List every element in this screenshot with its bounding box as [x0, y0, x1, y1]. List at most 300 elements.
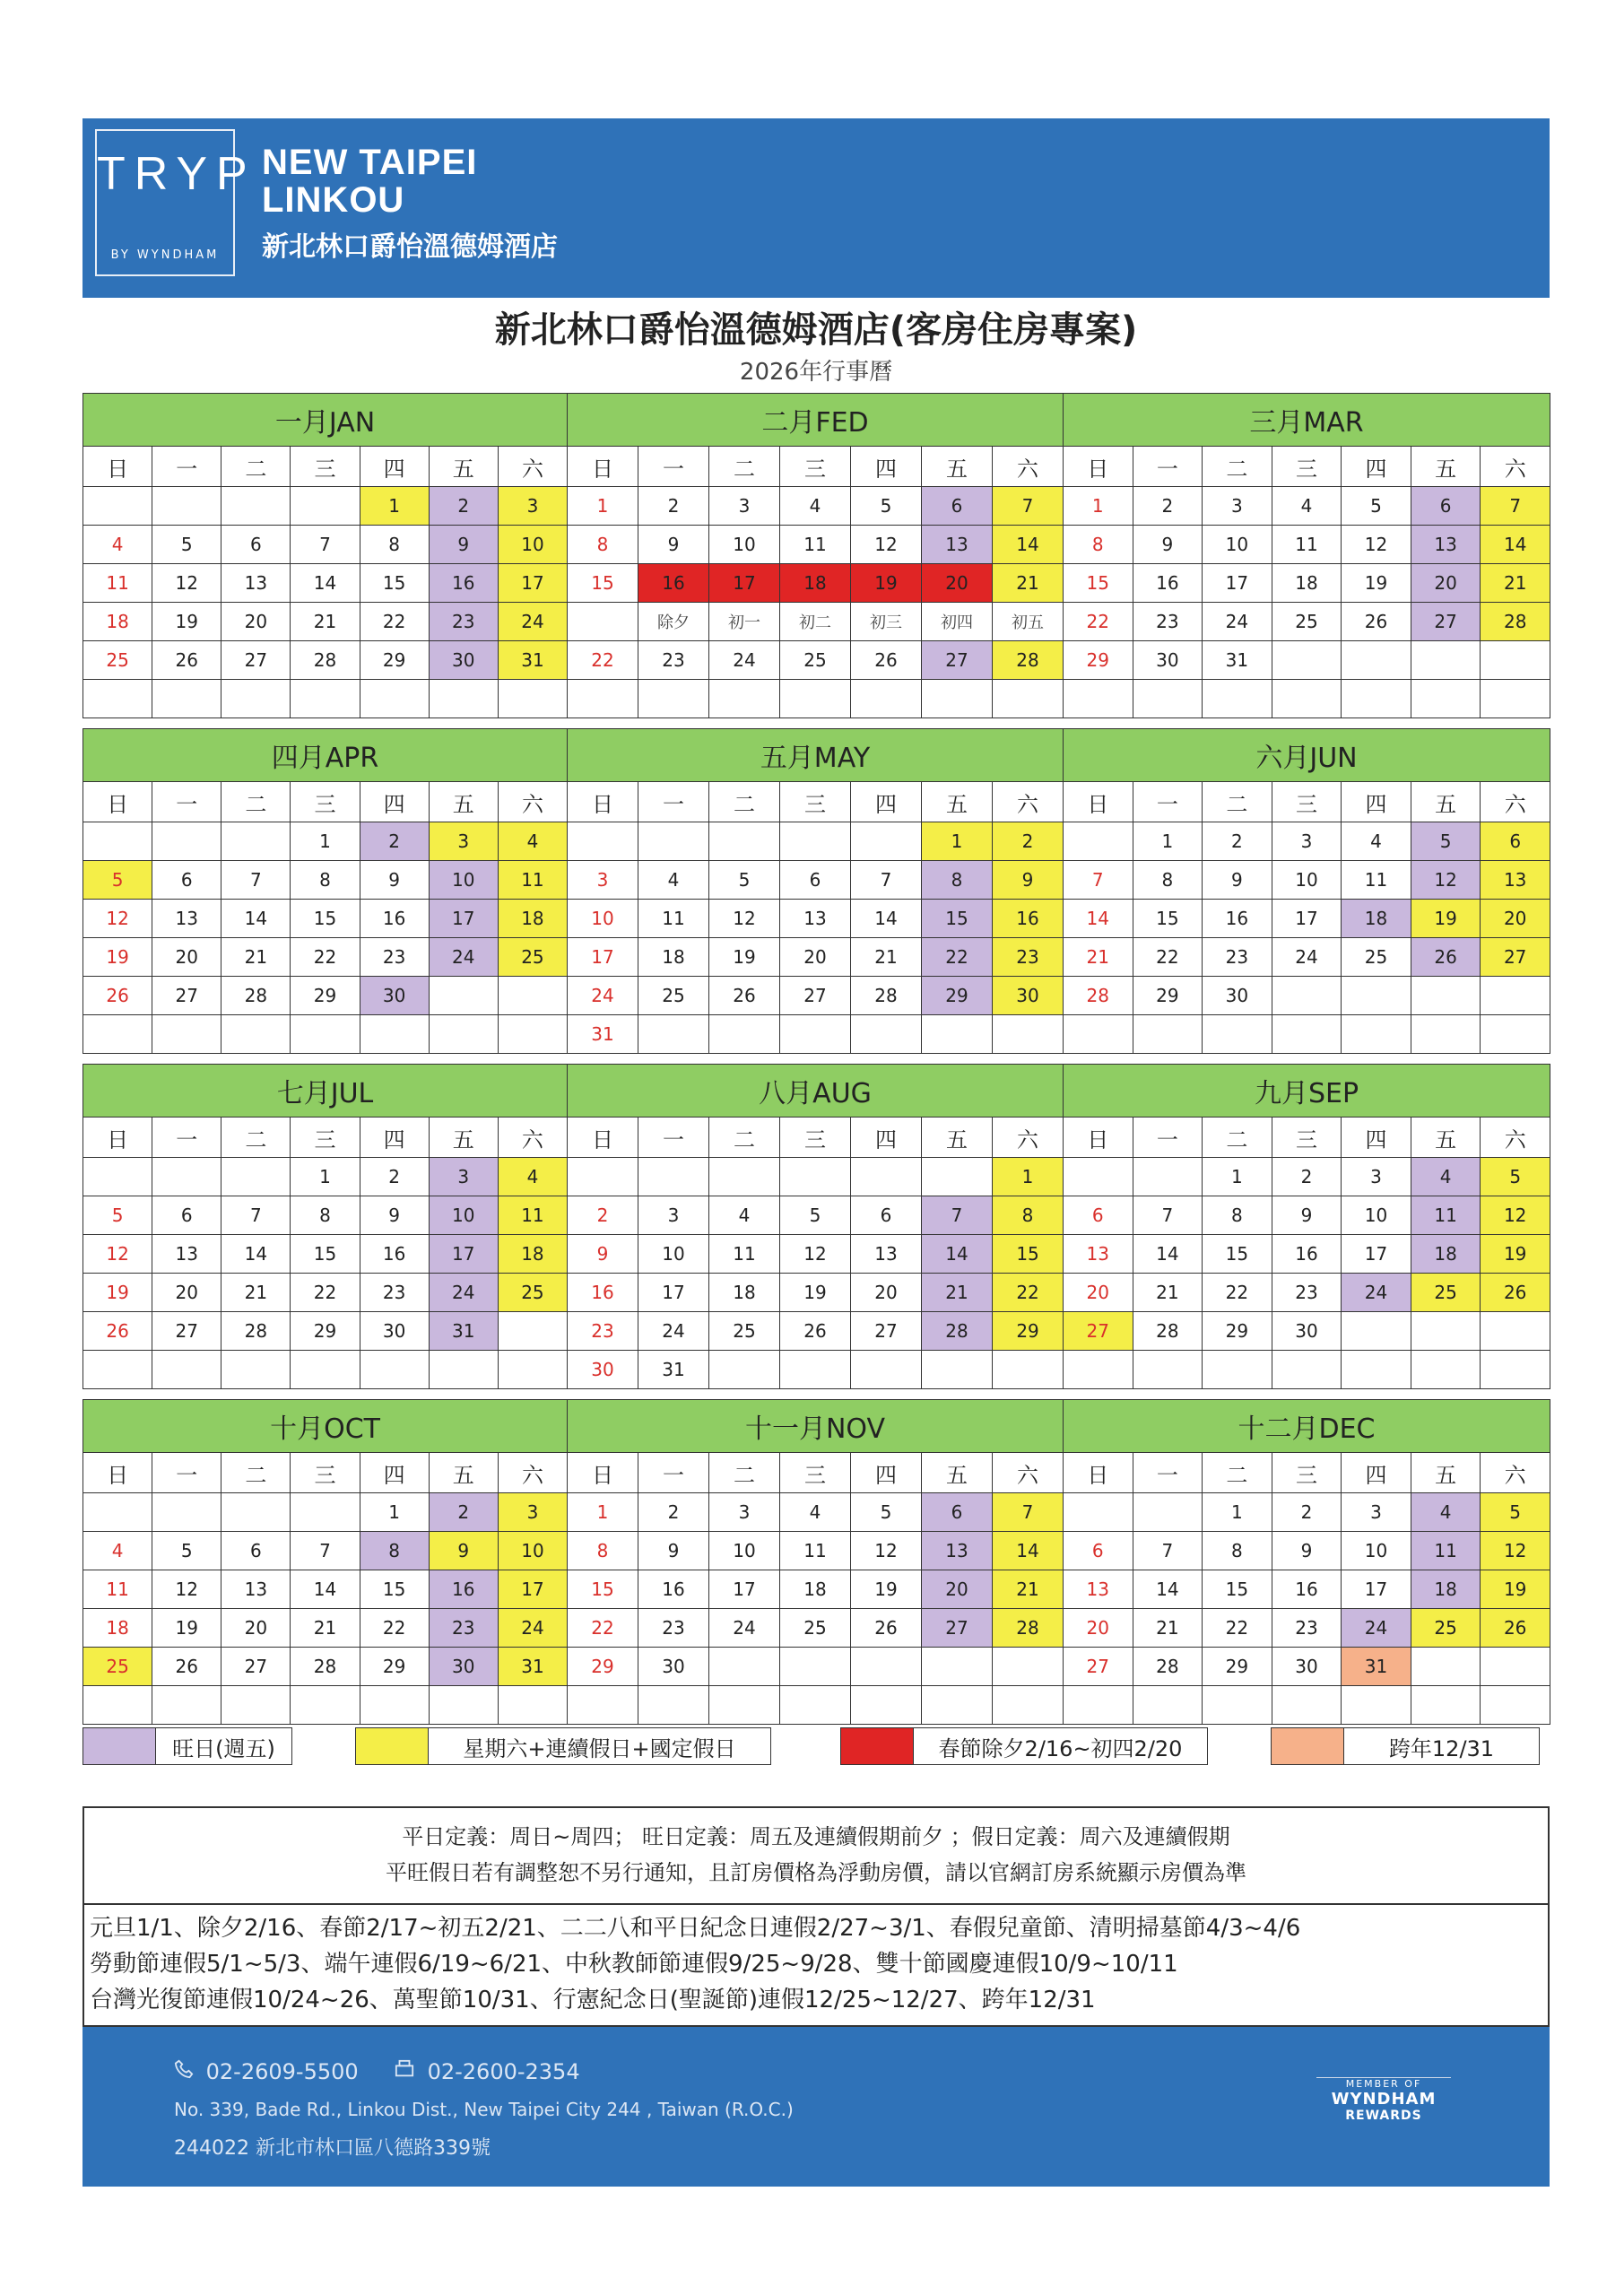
day-cell: 9 — [429, 1532, 498, 1570]
empty-cell — [1342, 641, 1411, 680]
weekday-header: 日 — [1064, 1118, 1133, 1158]
day-cell: 11 — [83, 1570, 152, 1609]
day-cell: 23 — [638, 1609, 709, 1648]
empty-cell — [360, 1351, 429, 1389]
day-cell: 19 — [152, 1609, 221, 1648]
day-cell: 22 — [1203, 1274, 1272, 1312]
address-en: No. 339, Bade Rd., Linkou Dist., New Taipei City 244 , Taiwan (R.O.C.) — [174, 2099, 794, 2120]
empty-cell — [221, 1015, 291, 1054]
empty-cell — [83, 1015, 152, 1054]
day-cell: 7 — [922, 1196, 993, 1235]
empty-cell — [429, 1015, 498, 1054]
day-cell: 5 — [152, 526, 221, 564]
day-cell: 23 — [1272, 1274, 1342, 1312]
day-cell: 4 — [709, 1196, 780, 1235]
weekday-header: 一 — [638, 782, 709, 822]
weekday-header: 二 — [221, 1453, 291, 1493]
holiday-line: 勞動節連假5/1~5/3、端午連假6/19~6/21、中秋教師節連假9/25~9/28、雙十節國慶連假10/9~10/11 — [90, 1951, 1178, 1978]
day-cell: 18 — [638, 938, 709, 977]
day-cell: 12 — [152, 564, 221, 603]
day-cell: 5 — [1411, 822, 1481, 861]
day-cell: 18 — [1342, 900, 1411, 938]
weekday-header: 四 — [851, 782, 922, 822]
weekday-header: 四 — [851, 1453, 922, 1493]
day-cell: 11 — [498, 861, 567, 900]
day-cell: 3 — [1203, 487, 1272, 526]
empty-cell — [291, 1493, 360, 1532]
lunar-label: 除夕 — [638, 603, 709, 641]
day-cell: 5 — [83, 861, 152, 900]
month-calendar — [567, 1064, 1064, 1389]
day-cell: 15 — [1203, 1570, 1272, 1609]
empty-cell — [922, 1648, 993, 1686]
day-cell: 15 — [922, 900, 993, 938]
day-cell: 11 — [1342, 861, 1411, 900]
weekday-header: 日 — [1064, 447, 1133, 487]
day-cell: 24 — [709, 641, 780, 680]
day-cell: 3 — [638, 1196, 709, 1235]
weekday-header: 三 — [291, 447, 360, 487]
empty-cell — [83, 680, 152, 718]
day-cell: 21 — [993, 564, 1064, 603]
day-cell: 23 — [1203, 938, 1272, 977]
logo-main: TRYP — [97, 148, 256, 200]
day-cell: 8 — [360, 526, 429, 564]
day-cell: 24 — [568, 977, 638, 1015]
empty-cell — [922, 1015, 993, 1054]
day-cell: 7 — [221, 861, 291, 900]
empty-cell — [780, 1648, 851, 1686]
empty-cell — [1064, 680, 1133, 718]
day-cell: 26 — [152, 641, 221, 680]
day-cell: 22 — [922, 938, 993, 977]
empty-cell — [1064, 1351, 1133, 1389]
day-cell: 13 — [1064, 1235, 1133, 1274]
day-cell: 10 — [498, 526, 567, 564]
day-cell: 26 — [152, 1648, 221, 1686]
empty-cell — [498, 1312, 567, 1351]
day-cell: 18 — [1411, 1570, 1481, 1609]
empty-cell — [851, 1648, 922, 1686]
day-cell: 25 — [780, 641, 851, 680]
weekday-header: 六 — [993, 1118, 1064, 1158]
weekday-header: 日 — [568, 1118, 638, 1158]
day-cell: 11 — [709, 1235, 780, 1274]
empty-cell — [152, 1158, 221, 1196]
day-cell: 12 — [1411, 861, 1481, 900]
weekday-header: 六 — [993, 782, 1064, 822]
hotel-name-zh: 新北林口爵怡溫德姆酒店 — [262, 231, 558, 263]
day-cell: 18 — [498, 1235, 567, 1274]
weekday-header: 六 — [1481, 447, 1550, 487]
weekday-header: 五 — [1411, 782, 1481, 822]
day-cell: 1 — [568, 487, 638, 526]
weekday-header: 一 — [152, 1118, 221, 1158]
day-cell: 4 — [498, 822, 567, 861]
empty-cell — [1411, 977, 1481, 1015]
day-cell: 23 — [429, 1609, 498, 1648]
day-cell: 3 — [1272, 822, 1342, 861]
definition-line: 平日定義：周日~周四； 旺日定義：周五及連續假期前夕 ；假日定義：周六及連續假期 — [402, 1824, 1230, 1849]
day-cell: 14 — [291, 564, 360, 603]
day-cell: 20 — [152, 938, 221, 977]
empty-cell — [221, 1686, 291, 1725]
day-cell: 14 — [1064, 900, 1133, 938]
day-cell: 28 — [993, 1609, 1064, 1648]
weekday-header: 六 — [498, 1118, 567, 1158]
day-cell: 1 — [993, 1158, 1064, 1196]
day-cell: 7 — [993, 487, 1064, 526]
empty-cell — [851, 1351, 922, 1389]
day-cell: 2 — [1133, 487, 1203, 526]
day-cell: 30 — [1272, 1648, 1342, 1686]
weekday-header: 日 — [83, 1453, 152, 1493]
day-cell: 1 — [922, 822, 993, 861]
day-cell: 16 — [993, 900, 1064, 938]
day-cell: 20 — [1064, 1609, 1133, 1648]
day-cell: 19 — [83, 1274, 152, 1312]
day-cell: 7 — [221, 1196, 291, 1235]
day-cell: 29 — [1133, 977, 1203, 1015]
day-cell: 28 — [1133, 1312, 1203, 1351]
day-cell: 4 — [83, 1532, 152, 1570]
weekday-header: 二 — [709, 1118, 780, 1158]
legend-swatch — [1272, 1728, 1344, 1764]
legend-item — [355, 1727, 771, 1765]
month-calendar — [1063, 393, 1550, 718]
month-header: 五月MAY — [568, 729, 1064, 782]
empty-cell — [83, 1686, 152, 1725]
day-cell: 16 — [429, 1570, 498, 1609]
lunar-label: 初五 — [993, 603, 1064, 641]
weekday-header: 四 — [1342, 1453, 1411, 1493]
day-cell: 1 — [1203, 1493, 1272, 1532]
weekday-header: 五 — [1411, 1118, 1481, 1158]
empty-cell — [83, 1493, 152, 1532]
empty-cell — [1481, 977, 1550, 1015]
day-cell: 17 — [709, 564, 780, 603]
empty-cell — [568, 1686, 638, 1725]
empty-cell — [429, 977, 498, 1015]
empty-cell — [922, 1686, 993, 1725]
day-cell: 22 — [993, 1274, 1064, 1312]
badge-mid: WYNDHAM — [1331, 2090, 1437, 2109]
weekday-header: 日 — [1064, 782, 1133, 822]
month-header: 十二月DEC — [1064, 1400, 1550, 1453]
empty-cell — [1411, 1015, 1481, 1054]
day-cell: 30 — [568, 1351, 638, 1389]
empty-cell — [1411, 1351, 1481, 1389]
day-cell: 7 — [291, 1532, 360, 1570]
day-cell: 27 — [851, 1312, 922, 1351]
day-cell: 13 — [780, 900, 851, 938]
empty-cell — [1064, 1493, 1133, 1532]
day-cell: 14 — [221, 1235, 291, 1274]
day-cell: 31 — [1203, 641, 1272, 680]
weekday-header: 一 — [152, 1453, 221, 1493]
day-cell: 20 — [221, 1609, 291, 1648]
header-banner — [83, 118, 1550, 298]
day-cell: 6 — [152, 861, 221, 900]
day-cell: 27 — [1064, 1648, 1133, 1686]
empty-cell — [993, 1686, 1064, 1725]
day-cell: 28 — [291, 641, 360, 680]
weekday-header: 三 — [780, 1118, 851, 1158]
day-cell: 24 — [1342, 1274, 1411, 1312]
weekday-header: 日 — [83, 782, 152, 822]
day-cell: 26 — [1342, 603, 1411, 641]
phone-number[interactable]: 02-2609-5500 — [205, 2059, 359, 2084]
day-cell: 4 — [83, 526, 152, 564]
legend-label: 旺日(週五) — [172, 1735, 275, 1761]
day-cell: 3 — [1342, 1493, 1411, 1532]
day-cell: 21 — [993, 1570, 1064, 1609]
weekday-header: 四 — [1342, 447, 1411, 487]
month-header: 一月JAN — [83, 394, 568, 447]
weekday-header: 六 — [993, 447, 1064, 487]
day-cell: 25 — [1411, 1609, 1481, 1648]
empty-cell — [291, 1351, 360, 1389]
day-cell: 23 — [360, 1274, 429, 1312]
day-cell: 16 — [638, 1570, 709, 1609]
day-cell: 12 — [851, 1532, 922, 1570]
day-cell: 4 — [1411, 1493, 1481, 1532]
day-cell: 11 — [780, 526, 851, 564]
empty-cell — [1203, 1015, 1272, 1054]
day-cell: 3 — [1342, 1158, 1411, 1196]
day-cell: 9 — [429, 526, 498, 564]
day-cell: 31 — [498, 641, 567, 680]
day-cell: 5 — [851, 487, 922, 526]
empty-cell — [1481, 1648, 1550, 1686]
day-cell: 25 — [780, 1609, 851, 1648]
day-cell: 1 — [1064, 487, 1133, 526]
empty-cell — [851, 1158, 922, 1196]
day-cell: 17 — [568, 938, 638, 977]
day-cell: 29 — [1203, 1648, 1272, 1686]
day-cell: 22 — [568, 641, 638, 680]
day-cell: 20 — [1481, 900, 1550, 938]
month-header: 八月AUG — [568, 1065, 1064, 1118]
day-cell: 5 — [780, 1196, 851, 1235]
day-cell: 30 — [429, 1648, 498, 1686]
day-cell: 29 — [568, 1648, 638, 1686]
day-cell: 5 — [709, 861, 780, 900]
empty-cell — [568, 680, 638, 718]
contact-line — [174, 2059, 580, 2084]
weekday-header: 四 — [1342, 1118, 1411, 1158]
empty-cell — [1272, 977, 1342, 1015]
empty-cell — [1411, 680, 1481, 718]
empty-cell — [152, 680, 221, 718]
badge-top: MEMBER OF — [1316, 2077, 1451, 2090]
day-cell: 15 — [568, 1570, 638, 1609]
empty-cell — [780, 822, 851, 861]
legend-swatch — [83, 1728, 156, 1764]
day-cell: 21 — [922, 1274, 993, 1312]
weekday-header: 一 — [1133, 782, 1203, 822]
month-calendar — [83, 393, 568, 718]
day-cell: 26 — [1481, 1609, 1550, 1648]
lunar-label: 初二 — [780, 603, 851, 641]
day-cell: 31 — [568, 1015, 638, 1054]
empty-cell — [1133, 1158, 1203, 1196]
empty-cell — [1342, 1015, 1411, 1054]
day-cell: 14 — [1133, 1235, 1203, 1274]
day-cell: 12 — [780, 1235, 851, 1274]
month-calendar — [83, 728, 568, 1054]
notes-definitions — [84, 1808, 1548, 1905]
empty-cell — [1481, 1015, 1550, 1054]
day-cell: 9 — [1133, 526, 1203, 564]
day-cell: 12 — [83, 900, 152, 938]
month-header: 二月FED — [568, 394, 1064, 447]
empty-cell — [780, 680, 851, 718]
day-cell: 6 — [152, 1196, 221, 1235]
day-cell: 10 — [429, 861, 498, 900]
day-cell: 25 — [498, 938, 567, 977]
day-cell: 6 — [1481, 822, 1550, 861]
weekday-header: 六 — [1481, 1453, 1550, 1493]
day-cell: 16 — [1272, 1570, 1342, 1609]
day-cell: 16 — [568, 1274, 638, 1312]
day-cell: 7 — [1481, 487, 1550, 526]
day-cell: 1 — [291, 822, 360, 861]
day-cell: 18 — [1272, 564, 1342, 603]
weekday-header: 五 — [429, 1453, 498, 1493]
empty-cell — [221, 1351, 291, 1389]
weekday-header: 三 — [1272, 447, 1342, 487]
day-cell: 7 — [851, 861, 922, 900]
day-cell: 7 — [291, 526, 360, 564]
month-header: 三月MAR — [1064, 394, 1550, 447]
day-cell: 30 — [429, 641, 498, 680]
empty-cell — [1133, 1351, 1203, 1389]
day-cell: 23 — [1272, 1609, 1342, 1648]
day-cell: 27 — [221, 1648, 291, 1686]
day-cell: 19 — [780, 1274, 851, 1312]
empty-cell — [780, 1158, 851, 1196]
fax-number: 02-2600-2354 — [427, 2059, 580, 2084]
day-cell: 21 — [1133, 1609, 1203, 1648]
day-cell: 20 — [1411, 564, 1481, 603]
empty-cell — [498, 977, 567, 1015]
day-cell: 23 — [568, 1312, 638, 1351]
day-cell: 2 — [1272, 1493, 1342, 1532]
day-cell: 24 — [638, 1312, 709, 1351]
day-cell: 2 — [429, 1493, 498, 1532]
empty-cell — [1133, 1686, 1203, 1725]
day-cell: 2 — [360, 822, 429, 861]
empty-cell — [291, 1015, 360, 1054]
day-cell: 3 — [498, 487, 567, 526]
empty-cell — [780, 1015, 851, 1054]
empty-cell — [851, 1686, 922, 1725]
day-cell: 2 — [568, 1196, 638, 1235]
day-cell: 14 — [993, 1532, 1064, 1570]
day-cell: 25 — [1342, 938, 1411, 977]
day-cell: 10 — [1342, 1196, 1411, 1235]
day-cell: 11 — [83, 564, 152, 603]
day-cell: 8 — [1064, 526, 1133, 564]
empty-cell — [291, 1686, 360, 1725]
day-cell: 9 — [1203, 861, 1272, 900]
day-cell: 22 — [1133, 938, 1203, 977]
day-cell: 18 — [780, 1570, 851, 1609]
day-cell: 4 — [498, 1158, 567, 1196]
weekday-header: 一 — [152, 447, 221, 487]
day-cell: 16 — [360, 900, 429, 938]
weekday-header: 日 — [568, 782, 638, 822]
day-cell: 23 — [638, 641, 709, 680]
wyndham-rewards-badge — [1316, 2077, 1451, 2123]
day-cell: 5 — [1481, 1493, 1550, 1532]
empty-cell — [1481, 1312, 1550, 1351]
empty-cell — [1342, 1686, 1411, 1725]
empty-cell — [1203, 1351, 1272, 1389]
day-cell: 27 — [152, 1312, 221, 1351]
weekday-header: 五 — [1411, 1453, 1481, 1493]
weekday-header: 日 — [83, 447, 152, 487]
day-cell: 8 — [922, 861, 993, 900]
weekday-header: 二 — [1203, 1118, 1272, 1158]
day-cell: 24 — [498, 1609, 567, 1648]
empty-cell — [1411, 641, 1481, 680]
day-cell: 12 — [1342, 526, 1411, 564]
day-cell: 29 — [291, 977, 360, 1015]
page-subtitle: 2026年行事曆 — [739, 359, 893, 386]
empty-cell — [498, 680, 567, 718]
day-cell: 12 — [83, 1235, 152, 1274]
day-cell: 16 — [638, 564, 709, 603]
day-cell: 20 — [1064, 1274, 1133, 1312]
day-cell: 2 — [1203, 822, 1272, 861]
empty-cell — [993, 1648, 1064, 1686]
day-cell: 22 — [291, 938, 360, 977]
empty-cell — [360, 680, 429, 718]
day-cell: 16 — [1133, 564, 1203, 603]
day-cell: 23 — [360, 938, 429, 977]
holiday-line: 台灣光復節連假10/24~26、萬聖節10/31、行憲紀念日(聖誕節)連假12/25~12/27、跨年12/31 — [90, 1987, 1096, 2013]
day-cell: 24 — [1272, 938, 1342, 977]
empty-cell — [1272, 1351, 1342, 1389]
empty-cell — [83, 487, 152, 526]
day-cell: 22 — [568, 1609, 638, 1648]
day-cell: 19 — [1342, 564, 1411, 603]
day-cell: 27 — [1064, 1312, 1133, 1351]
day-cell: 17 — [638, 1274, 709, 1312]
logo-sub: BY WYNDHAM — [110, 248, 220, 262]
weekday-header: 一 — [1133, 1453, 1203, 1493]
empty-cell — [922, 1351, 993, 1389]
day-cell: 19 — [1411, 900, 1481, 938]
holiday-line: 元旦1/1、除夕2/16、春節2/17~初五2/21、二二八和平日紀念日連假2/27~3/1、春假兒童節、清明掃墓節4/3~4/6 — [90, 1915, 1301, 1942]
weekday-header: 三 — [780, 447, 851, 487]
empty-cell — [221, 1493, 291, 1532]
weekday-header: 三 — [1272, 1453, 1342, 1493]
day-cell: 9 — [1272, 1532, 1342, 1570]
legend-item — [83, 1727, 292, 1765]
day-cell: 23 — [1133, 603, 1203, 641]
day-cell: 17 — [429, 1235, 498, 1274]
day-cell: 24 — [1342, 1609, 1411, 1648]
day-cell: 19 — [851, 564, 922, 603]
weekday-header: 五 — [1411, 447, 1481, 487]
weekday-header: 四 — [1342, 782, 1411, 822]
day-cell: 8 — [360, 1532, 429, 1570]
day-cell: 3 — [429, 1158, 498, 1196]
day-cell: 11 — [1411, 1532, 1481, 1570]
